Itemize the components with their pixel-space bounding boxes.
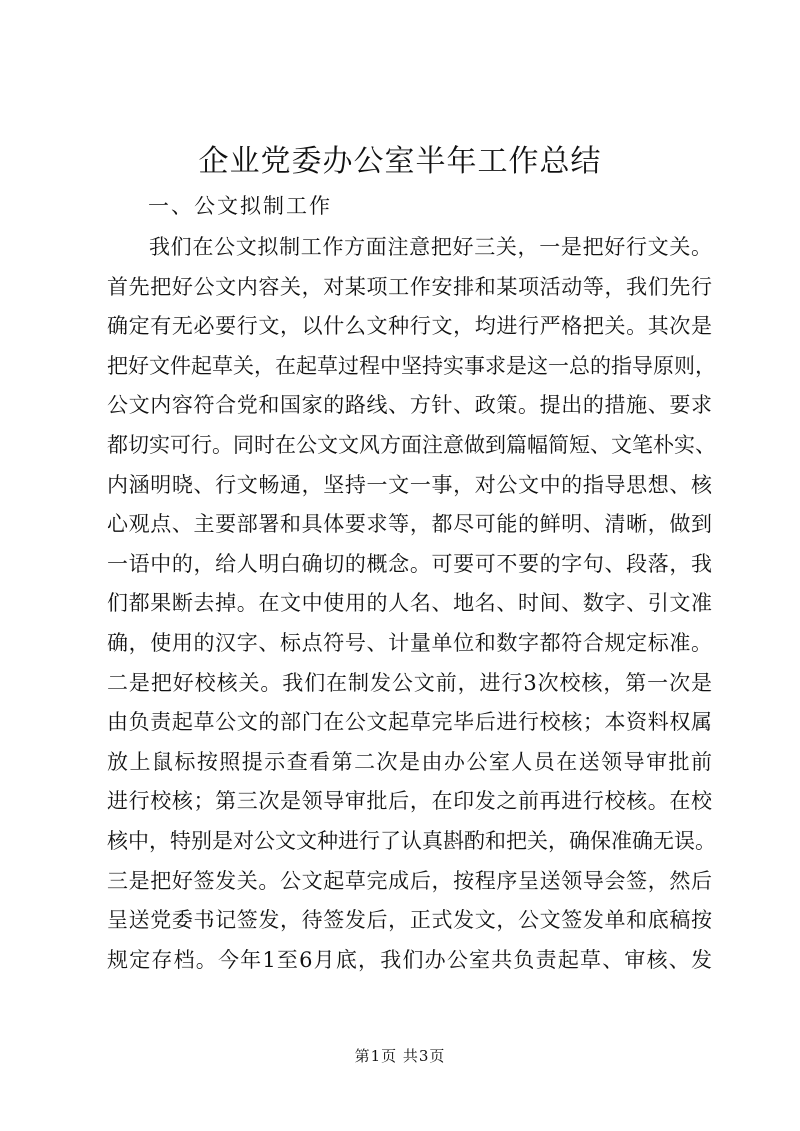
text-line: 进行校核；第三次是领导审批后，在印发之前再进行校核。在校 (107, 789, 712, 814)
text-line: 心观点、主要部署和具体要求等，都尽可能的鲜明、清晰，做到 (107, 512, 712, 537)
text-line: 我们在公文拟制工作方面注意把好三关，一是把好行文关。 (149, 235, 712, 259)
text-line: 呈送党委书记签发，待签发后，正式发文，公文签发单和底稿按 (107, 908, 712, 933)
text-line: 公文内容符合党和国家的路线、方针、政策。提出的措施、要求 (107, 393, 712, 418)
text-line: 首先把好公文内容关，对某项工作安排和某项活动等，我们先行 (107, 274, 712, 299)
text-line: 确定有无必要行文，以什么文种行文，均进行严格把关。其次是 (107, 314, 712, 339)
text-line: 二是把好校核关。我们在制发公文前，进行3次校核，第一次是 (107, 670, 712, 695)
text-line: 内涵明晓、行文畅通，坚持一文一事，对公文中的指导思想、核 (107, 472, 712, 497)
text-line: 确，使用的汉字、标点符号、计量单位和数字都符合规定标准。 (107, 630, 712, 655)
text-line: 三是把好签发关。公文起草完成后，按程序呈送领导会签，然后 (107, 868, 712, 893)
body-paragraph (107, 228, 716, 980)
text-line: 放上鼠标按照提示查看第二次是由办公室人员在送领导审批前 (107, 749, 712, 774)
text-line: 由负责起草公文的部门在公文起草完毕后进行校核；本资料权属 (107, 710, 712, 735)
text-line: 一语中的，给人明白确切的概念。可要可不要的字句、段落，我 (107, 551, 712, 576)
page-number-footer: 第1页 共3页 (354, 1047, 446, 1065)
text-line: 规定存档。今年1至6月底，我们办公室共负责起草、审核、发 (107, 947, 712, 972)
text-line: 把好文件起草关，在起草过程中坚持实事求是这一总的指导原则， (107, 353, 716, 378)
document-title: 企业党委办公室半年工作总结 (198, 144, 602, 179)
text-line: 核中，特别是对公文文种进行了认真斟酌和把关，确保准确无误。 (107, 828, 716, 853)
text-line: 都切实可行。同时在公文文风方面注意做到篇幅简短、文笔朴实、 (107, 432, 716, 457)
text-line: 们都果断去掉。在文中使用的人名、地名、时间、数字、引文准 (107, 591, 712, 616)
section-heading: 一、公文拟制工作 (148, 194, 332, 218)
